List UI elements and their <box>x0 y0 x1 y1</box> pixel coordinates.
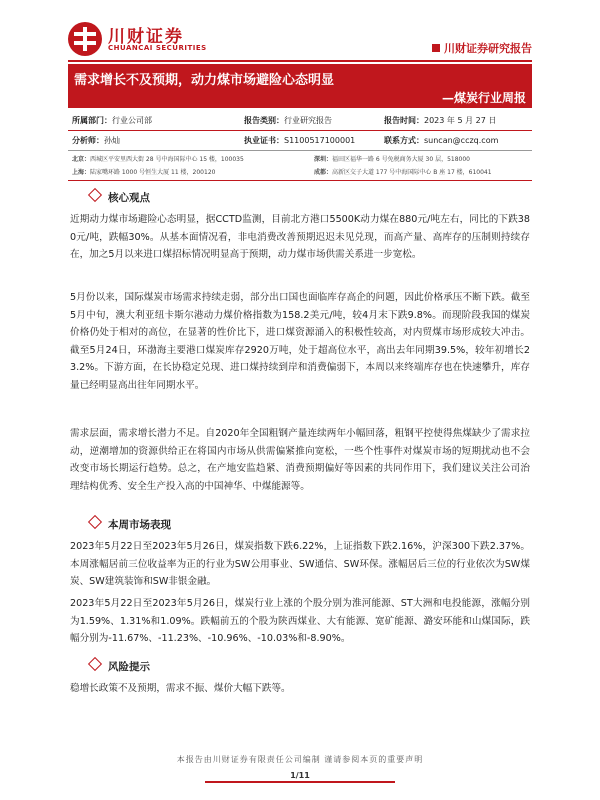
diamond-icon <box>88 657 102 671</box>
logo-icon <box>68 22 102 56</box>
disclaimer: 本报告由川财证券有限责任公司编制 谨请参阅本页的重要声明 <box>176 755 424 764</box>
meta-divider <box>68 130 532 131</box>
chengdu-label: 成都： <box>314 169 333 176</box>
cert-label: 执业证书： <box>244 136 284 145</box>
paragraph: 2023年5月22日至2023年5月26日，煤炭指数下跌6.22%，上证指数下跌2.16%，沪深300下跌2.37%。本周涨幅居前三位收益率为正的行业为SW公用事业、SW通信、SW环保。涨幅居后三位的行业依次为SW煤炭、SW建筑装饰和SW非银金融。 <box>70 541 530 587</box>
paragraph: 需求层面，需求增长潜力不足。自2020年全国粗钢产量连续两年小幅回落，粗钢平控使得焦煤缺少了需求拉动，逆潮增加的资源供给正在将国内市场从供需偏紧推向宽松，一些个性事件对煤炭市场的短期扰动也不会改变市场长期运行趋势。总之，在产地安监趋紧、消费预期偏好等因素的共同作用下，我们建议关注公司治理结构优秀、安全生产投入高的中国神华、中煤能源等。 <box>70 428 530 492</box>
dept-label: 所属部门： <box>72 116 112 125</box>
paragraph: 稳增长政策不及预期，需求不振、煤价大幅下跌等。 <box>70 683 291 694</box>
analyst-label: 分析师： <box>72 136 104 145</box>
header-divider <box>68 60 532 62</box>
title-band <box>68 64 532 108</box>
cert-value: S1100517100001 <box>284 136 356 145</box>
footer-line <box>205 781 395 783</box>
section-title: 本周市场表现 <box>90 517 171 532</box>
paragraph: 2023年5月22日至2023年5月26日，煤炭行业上涨的个股分别为淮河能源、ST大洲和电投能源，涨幅分别为1.59%、1.31%和1.09%。跌幅前五的个股为陕西煤业、大有能源、宽矿能源、潞安环能和山煤国际，跌幅分别为-11.67%、-11.23%、-10.96%、-10.03%和-8.90%。 <box>70 598 530 644</box>
diamond-icon <box>88 515 102 529</box>
square-icon <box>432 44 440 52</box>
shenzhen-address: 福田区福华一路 6 号免税商务大厦 30 层，518000 <box>332 156 471 163</box>
report-brand <box>432 40 532 56</box>
analyst-value: 孙灿 <box>104 136 120 145</box>
logo-name-cn: 川财证券 <box>108 27 184 47</box>
address-divider <box>68 180 532 181</box>
shanghai-address: 陆家嘴环路 1000 号恒生大厦 11 楼，200120 <box>90 169 216 176</box>
section-title: 风险提示 <box>90 659 150 674</box>
brand-label: 川财证券研究报告 <box>444 42 532 55</box>
dept-value: 行业公司部 <box>112 116 152 125</box>
date-value: 2023 年 5 月 27 日 <box>424 116 497 125</box>
beijing-address: 西城区平安里西大街 28 号中海国际中心 15 楼，100035 <box>90 156 244 163</box>
report-title: 需求增长不及预期，动力煤市场避险心态明显 <box>74 73 335 88</box>
section-title: 核心观点 <box>90 190 150 205</box>
logo-name-en: CHUANCAI SECURITIES <box>108 44 207 52</box>
date-label: 报告时间： <box>384 116 424 125</box>
paragraph: 近期动力煤市场避险心态明显，据CCTD监测，目前北方港口5500K动力煤在880元/吨左右，同比的下跌380元/吨，跌幅30%。从基本面情况看，非电消费改善预期迟迟未见兑现，而高产量、高库存的压制则持续存在，加之5月以来进口煤招标情况明显高于预期，动力煤市场供需关系进一步宽松。 <box>70 214 530 260</box>
diamond-icon <box>88 188 102 202</box>
report-subtitle: —煤炭行业周报 <box>441 91 526 105</box>
beijing-label: 北京： <box>72 156 91 163</box>
paragraph: 5月份以来，国际煤炭市场需求持续走弱，部分出口国也面临库存高企的问题，因此价格承压不断下跌。截至5月中旬，澳大利亚纽卡斯尔港动力煤价格指数为158.2美元/吨，较4月末下跌9.8%。而现阶段我国的煤炭价格仍处于相对的高位，在显著的性价比下，进口煤资源涌入的积极性较高，对内贸煤市场形成较大冲击。截至5月24日，环渤海主要港口煤炭库存2920万吨，处于超高位水平，高出去年同期39.5%，较年初增长23.2%。下游方面，在长协稳定兑现、进口煤持续到岸和消费偏弱下，本周以来终端库存也在快速攀升，库存量已经明显高出往年同期水平。 <box>70 292 530 391</box>
type-value: 行业研究报告 <box>284 116 332 125</box>
contact-email[interactable]: suncan@cczq.com <box>424 136 499 145</box>
shanghai-label: 上海： <box>72 169 91 176</box>
chengdu-address: 高新区交子大道 177 号中海国际中心 B 座 17 楼，610041 <box>332 169 492 176</box>
contact-label: 联系方式： <box>384 136 424 145</box>
page-number: 1/11 <box>290 771 310 780</box>
type-label: 报告类别： <box>244 116 284 125</box>
meta-divider <box>68 150 532 151</box>
shenzhen-label: 深圳： <box>314 156 333 163</box>
